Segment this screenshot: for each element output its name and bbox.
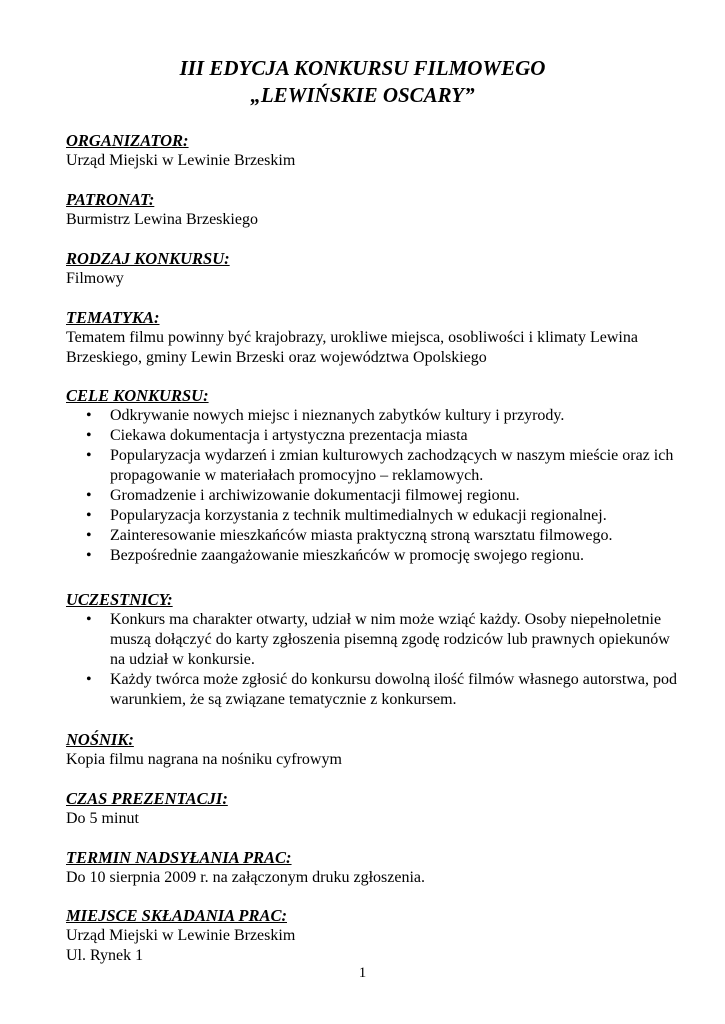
deadline-heading: TERMIN NADSYŁANIA PRAC: bbox=[66, 848, 292, 867]
list-item bbox=[66, 546, 686, 566]
deadline-text: Do 10 sierpnia 2009 r. na załączonym druku zgłoszenia. bbox=[66, 869, 425, 886]
list-item bbox=[66, 446, 686, 486]
bullet-icon: • bbox=[86, 427, 92, 444]
goals-list bbox=[66, 406, 686, 566]
section-topic bbox=[66, 308, 686, 368]
organizer-heading: ORGANIZATOR: bbox=[66, 131, 189, 150]
bullet-icon: • bbox=[86, 507, 92, 524]
bullet-icon: • bbox=[86, 547, 92, 564]
organizer-text: Urząd Miejski w Lewinie Brzeskim bbox=[66, 152, 296, 169]
list-item-text: Zainteresowanie mieszkańców miasta praktyczną stroną warsztatu filmowego. bbox=[110, 527, 613, 544]
goals-heading: CELE KONKURSU: bbox=[66, 386, 209, 405]
bullet-icon: • bbox=[86, 487, 92, 504]
section-medium bbox=[66, 730, 686, 770]
list-item-text: Każdy twórca może zgłosić do konkursu dowolną ilość filmów własnego autorstwa, pod warunkiem, że są związane tematycznie z konkursem. bbox=[110, 671, 677, 708]
place-text-line-1: Urząd Miejski w Lewinie Brzeskim bbox=[66, 927, 296, 944]
type-text: Filmowy bbox=[66, 270, 124, 287]
document-title-line-2: „LEWIŃSKIE OSCARY” bbox=[250, 83, 475, 107]
medium-text: Kopia filmu nagrana na nośniku cyfrowym bbox=[66, 751, 342, 768]
section-type bbox=[66, 249, 686, 289]
list-item bbox=[66, 610, 686, 670]
section-patron bbox=[66, 190, 686, 230]
participants-list bbox=[66, 610, 686, 710]
participants-heading: UCZESTNICY: bbox=[66, 590, 173, 609]
place-heading: MIEJSCE SKŁADANIA PRAC: bbox=[66, 906, 287, 925]
document-title-line-1: III EDYCJA KONKURSU FILMOWEGO bbox=[179, 56, 546, 80]
section-place bbox=[66, 906, 686, 966]
list-item bbox=[66, 526, 686, 546]
bullet-icon: • bbox=[86, 447, 92, 464]
bullet-icon: • bbox=[86, 527, 92, 544]
duration-heading: CZAS PREZENTACJI: bbox=[66, 789, 228, 808]
bullet-icon: • bbox=[86, 407, 92, 424]
bullet-icon: • bbox=[86, 611, 92, 628]
bullet-icon: • bbox=[86, 671, 92, 688]
list-item bbox=[66, 406, 686, 426]
section-organizer bbox=[66, 131, 686, 171]
medium-heading: NOŚNIK: bbox=[66, 730, 134, 749]
patron-heading: PATRONAT: bbox=[66, 190, 155, 209]
section-participants bbox=[66, 590, 686, 710]
list-item-text: Gromadzenie i archiwizowanie dokumentacji filmowej regionu. bbox=[110, 487, 520, 504]
list-item-text: Popularyzacja wydarzeń i zmian kulturowych zachodzących w naszym mieście oraz ich propagowanie w materiałach promocyjno – reklamowych. bbox=[110, 447, 674, 484]
list-item-text: Bezpośrednie zaangażowanie mieszkańców w promocję swojego regionu. bbox=[110, 547, 585, 564]
list-item bbox=[66, 506, 686, 526]
list-item bbox=[66, 426, 686, 446]
topic-text: Tematem filmu powinny być krajobrazy, urokliwe miejsca, osobliwości i klimaty Lewina Brzeskiego, gminy Lewin Brzeski oraz województwa Opolskiego bbox=[66, 329, 638, 366]
list-item bbox=[66, 670, 686, 710]
patron-text: Burmistrz Lewina Brzeskiego bbox=[66, 211, 258, 228]
list-item-text: Konkurs ma charakter otwarty, udział w nim może wziąć każdy. Osoby niepełnoletnie muszą dołączyć do karty zgłoszenia pisemną zgodę rodziców lub prawnych opiekunów na udział w konkursie. bbox=[110, 611, 670, 668]
list-item-text: Popularyzacja korzystania z technik multimedialnych w edukacji regionalnej. bbox=[110, 507, 607, 524]
page-number: 1 bbox=[358, 965, 367, 981]
duration-text: Do 5 minut bbox=[66, 810, 139, 827]
topic-heading: TEMATYKA: bbox=[66, 308, 160, 327]
type-heading: RODZAJ KONKURSU: bbox=[66, 249, 230, 268]
list-item-text: Odkrywanie nowych miejsc i nieznanych zabytków kultury i przyrody. bbox=[110, 407, 565, 424]
list-item bbox=[66, 486, 686, 506]
place-text-line-2: Ul. Rynek 1 bbox=[66, 947, 144, 964]
section-duration bbox=[66, 789, 686, 829]
section-goals bbox=[66, 386, 686, 566]
section-deadline bbox=[66, 848, 686, 888]
list-item-text: Ciekawa dokumentacja i artystyczna prezentacja miasta bbox=[110, 427, 468, 444]
